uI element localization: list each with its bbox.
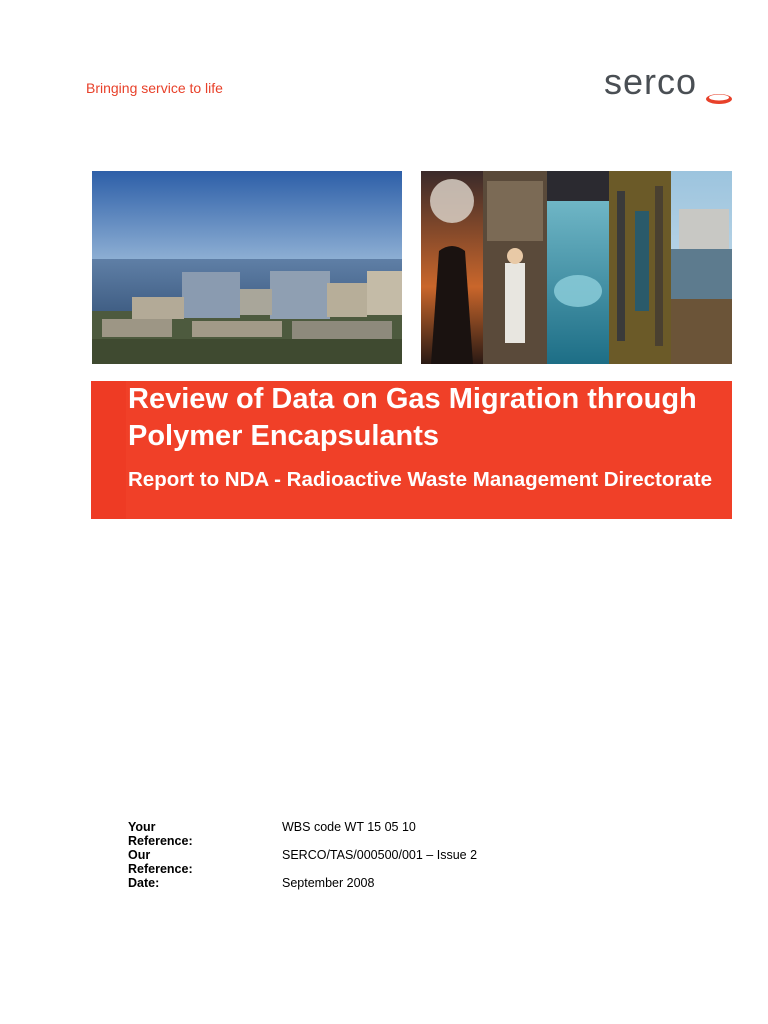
- your-reference-value: WBS code WT 15 05 10: [282, 820, 416, 834]
- logo-swoosh-icon: [704, 92, 734, 106]
- industry-photo-collage: [421, 171, 732, 364]
- nuclear-station-image: [92, 171, 402, 364]
- our-reference-label: Our Reference:: [128, 848, 193, 876]
- date-value: September 2008: [282, 876, 375, 890]
- tagline: Bringing service to life: [86, 80, 223, 96]
- date-label: Date:: [128, 876, 160, 890]
- serco-logo: [604, 62, 736, 110]
- your-reference-label: Your Reference:: [128, 820, 193, 848]
- our-reference-value: SERCO/TAS/000500/001 – Issue 2: [282, 848, 478, 862]
- logo-wordmark: serco: [604, 61, 698, 102]
- collage-image: [421, 171, 732, 364]
- report-subtitle: Report to NDA - Radioactive Waste Management Directorate: [128, 468, 712, 491]
- report-title: Review of Data on Gas Migration through Polymer Encapsulants: [128, 383, 697, 452]
- title-banner-strip: [91, 381, 126, 519]
- nuclear-station-photo: [92, 171, 402, 364]
